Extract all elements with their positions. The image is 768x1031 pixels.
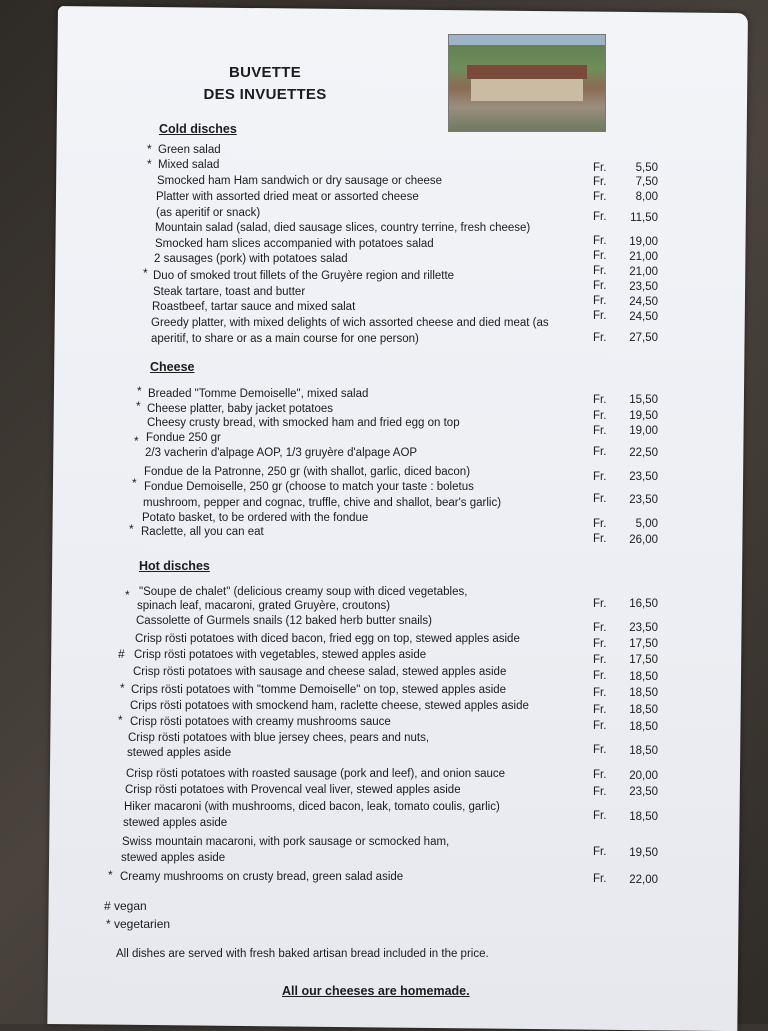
currency-label: Fr. bbox=[593, 720, 607, 732]
photo-wall bbox=[471, 79, 583, 101]
item-name: mushroom, pepper and cognac, truffle, chive and shallot, bear's garlic) bbox=[143, 497, 502, 509]
item-price: 11,50 bbox=[630, 212, 658, 224]
currency-label: Fr. bbox=[593, 394, 607, 406]
item-price: 20,00 bbox=[629, 770, 658, 782]
photo-roof bbox=[467, 65, 587, 79]
currency-label: Fr. bbox=[593, 493, 607, 505]
item-name: Cassolette of Gurmels snails (12 baked herb butter snails) bbox=[136, 615, 432, 627]
item-name: Fondue Demoiselle, 250 gr (choose to match your taste : boletus bbox=[144, 481, 474, 493]
item-price: 23,50 bbox=[629, 494, 658, 506]
item-price: 21,00 bbox=[629, 251, 658, 263]
currency-label: Fr. bbox=[593, 769, 607, 781]
section-cheese-title: Cheese bbox=[150, 360, 195, 374]
currency-label: Fr. bbox=[593, 295, 607, 307]
item-price: 21,00 bbox=[629, 266, 658, 278]
currency-label: Fr. bbox=[593, 786, 607, 798]
mark: * bbox=[108, 868, 113, 882]
currency-label: Fr. bbox=[593, 846, 607, 858]
item-price: 22,50 bbox=[629, 447, 658, 459]
item-price: 15,50 bbox=[629, 394, 658, 406]
item-name: Potato basket, to be ordered with the fondue bbox=[142, 512, 369, 524]
item-name: Platter with assorted dried meat or assorted cheese bbox=[156, 191, 419, 203]
item-name: Mountain salad (salad, died sausage slices, country terrine, fresh cheese) bbox=[155, 222, 531, 234]
item-name: aperitif, to share or as a main course for one person) bbox=[151, 333, 419, 345]
item-price: 23,50 bbox=[629, 471, 658, 483]
chalet-photo bbox=[448, 34, 606, 132]
currency-label: Fr. bbox=[593, 446, 607, 458]
item-name: Smocked ham slices accompanied with potatoes salad bbox=[155, 238, 434, 250]
item-price: 23,50 bbox=[629, 622, 658, 634]
section-cold-title: Cold disches bbox=[159, 122, 237, 136]
legend-vegan: # vegan bbox=[104, 899, 147, 913]
item-name: stewed apples aside bbox=[123, 817, 228, 829]
item-price: 19,50 bbox=[629, 410, 658, 422]
currency-label: Fr. bbox=[593, 810, 607, 822]
photo-sky bbox=[449, 35, 605, 45]
currency-label: Fr. bbox=[593, 704, 607, 716]
item-name: Creamy mushrooms on crusty bread, green salad aside bbox=[120, 871, 404, 883]
item-name: Steak tartare, toast and butter bbox=[153, 286, 306, 298]
currency-label: Fr. bbox=[593, 670, 607, 682]
currency-label: Fr. bbox=[593, 873, 607, 885]
mark: # bbox=[118, 647, 125, 661]
item-price: 19,00 bbox=[629, 425, 658, 437]
item-name: Duo of smoked trout fillets of the Gruyère region and rillette bbox=[153, 270, 455, 282]
item-name: Swiss mountain macaroni, with pork sausage or scmocked ham, bbox=[122, 836, 450, 848]
item-price: 27,50 bbox=[629, 332, 658, 344]
item-name: Crisp rösti potatoes with blue jersey chees, pears and nuts, bbox=[128, 732, 430, 744]
item-name: Crisp rösti potatoes with roasted sausage (pork and leef), and onion sauce bbox=[126, 768, 506, 780]
section-hot-title: Hot disches bbox=[139, 559, 210, 573]
mark: * bbox=[137, 384, 142, 398]
item-name: 2 sausages (pork) with potatoes salad bbox=[154, 253, 348, 265]
mark: * bbox=[136, 399, 141, 413]
currency-label: Fr. bbox=[593, 265, 607, 277]
title-line1: BUVETTE bbox=[228, 64, 302, 81]
mark: * bbox=[118, 713, 123, 727]
item-price: 18,50 bbox=[629, 704, 658, 716]
item-price: 18,50 bbox=[629, 811, 658, 823]
item-price: 18,50 bbox=[629, 687, 658, 699]
title-line2: DES INVUETTES bbox=[203, 86, 327, 103]
item-name: 2/3 vacherin d'alpage AOP, 1/3 gruyère d'alpage AOP bbox=[145, 447, 418, 459]
currency-label: Fr. bbox=[593, 250, 607, 262]
item-price: 5,50 bbox=[635, 162, 658, 174]
item-price: 23,50 bbox=[629, 281, 658, 293]
legend-vegetarian: * vegetarien bbox=[106, 917, 171, 931]
currency-label: Fr. bbox=[593, 235, 607, 247]
currency-label: Fr. bbox=[593, 687, 607, 699]
currency-label: Fr. bbox=[593, 176, 607, 188]
currency-label: Fr. bbox=[593, 471, 607, 483]
item-name: spinach leaf, macaroni, grated Gruyère, croutons) bbox=[137, 600, 391, 612]
bread-note: All dishes are served with fresh baked artisan bread included in the price. bbox=[116, 948, 489, 960]
item-name: Crips rösti potatoes with "tomme Demoiselle" on top, stewed apples aside bbox=[131, 684, 507, 696]
item-name: Breaded "Tomme Demoiselle", mixed salad bbox=[148, 388, 369, 400]
item-price: 7,50 bbox=[635, 176, 658, 188]
item-name: Fondue de la Patronne, 250 gr (with shallot, garlic, diced bacon) bbox=[144, 466, 471, 478]
mark: * bbox=[147, 142, 152, 156]
currency-label: Fr. bbox=[593, 162, 607, 174]
item-price: 19,00 bbox=[629, 236, 658, 248]
item-price: 24,50 bbox=[629, 296, 658, 308]
item-name: Cheese platter, baby jacket potatoes bbox=[147, 403, 334, 415]
item-name: Raclette, all you can eat bbox=[141, 526, 264, 538]
mark: * bbox=[129, 522, 134, 536]
mark: * bbox=[125, 588, 130, 602]
item-price: 22,00 bbox=[629, 874, 658, 886]
item-price: 17,50 bbox=[629, 654, 658, 666]
item-name: Crisp rösti potatoes with creamy mushrooms sauce bbox=[130, 716, 391, 728]
item-name: Crisp rösti potatoes with Provencal veal liver, stewed apples aside bbox=[125, 784, 461, 796]
currency-label: Fr. bbox=[593, 654, 607, 666]
item-name: Crisp rösti potatoes with diced bacon, fried egg on top, stewed apples aside bbox=[135, 633, 520, 645]
currency-label: Fr. bbox=[593, 310, 607, 322]
mark: * bbox=[143, 266, 148, 280]
mark: * bbox=[147, 157, 152, 171]
item-price: 18,50 bbox=[629, 721, 658, 733]
item-price: 24,50 bbox=[629, 311, 658, 323]
item-price: 18,50 bbox=[629, 745, 658, 757]
item-price: 19,50 bbox=[629, 847, 658, 859]
item-name: stewed apples aside bbox=[127, 747, 232, 759]
item-name: Greedy platter, with mixed delights of wich assorted cheese and died meat (as bbox=[151, 317, 549, 329]
item-price: 26,00 bbox=[629, 534, 658, 546]
item-name: "Soupe de chalet" (delicious creamy soup with diced vegetables, bbox=[139, 586, 468, 598]
item-price: 18,50 bbox=[629, 671, 658, 683]
item-price: 5,00 bbox=[635, 518, 658, 530]
item-price: 8,00 bbox=[635, 191, 658, 203]
currency-label: Fr. bbox=[593, 425, 607, 437]
item-price: 16,50 bbox=[629, 598, 658, 610]
item-name: Cheesy crusty bread, with smocked ham and fried egg on top bbox=[147, 417, 460, 429]
currency-label: Fr. bbox=[593, 533, 607, 545]
item-name: Crisp rösti potatoes with vegetables, stewed apples aside bbox=[134, 649, 427, 661]
mark: * bbox=[134, 434, 139, 448]
item-name: Roastbeef, tartar sauce and mixed salat bbox=[152, 301, 356, 313]
item-name: Smocked ham Ham sandwich or dry sausage or cheese bbox=[157, 175, 443, 187]
currency-label: Fr. bbox=[593, 280, 607, 292]
currency-label: Fr. bbox=[593, 410, 607, 422]
currency-label: Fr. bbox=[593, 191, 607, 203]
currency-label: Fr. bbox=[593, 622, 607, 634]
item-name: Crips rösti potatoes with smockend ham, raclette cheese, stewed apples aside bbox=[130, 700, 529, 712]
currency-label: Fr. bbox=[593, 638, 607, 650]
currency-label: Fr. bbox=[593, 598, 607, 610]
item-name: (as aperitif or snack) bbox=[156, 207, 261, 219]
currency-label: Fr. bbox=[593, 744, 607, 756]
item-price: 17,50 bbox=[629, 638, 658, 650]
item-price: 23,50 bbox=[629, 786, 658, 798]
homemade-note: All our cheeses are homemade. bbox=[282, 984, 470, 998]
item-name: Crisp rösti potatoes with sausage and cheese salad, stewed apples aside bbox=[133, 666, 507, 678]
currency-label: Fr. bbox=[593, 518, 607, 530]
mark: * bbox=[132, 476, 137, 490]
item-name: Hiker macaroni (with mushrooms, diced bacon, leak, tomato coulis, garlic) bbox=[124, 801, 500, 813]
item-name: Mixed salad bbox=[158, 159, 220, 171]
mark: * bbox=[120, 681, 125, 695]
currency-label: Fr. bbox=[593, 211, 607, 223]
item-name: Fondue 250 gr bbox=[146, 432, 221, 444]
item-name: Green salad bbox=[158, 144, 221, 156]
item-name: stewed apples aside bbox=[121, 852, 226, 864]
currency-label: Fr. bbox=[593, 332, 607, 344]
